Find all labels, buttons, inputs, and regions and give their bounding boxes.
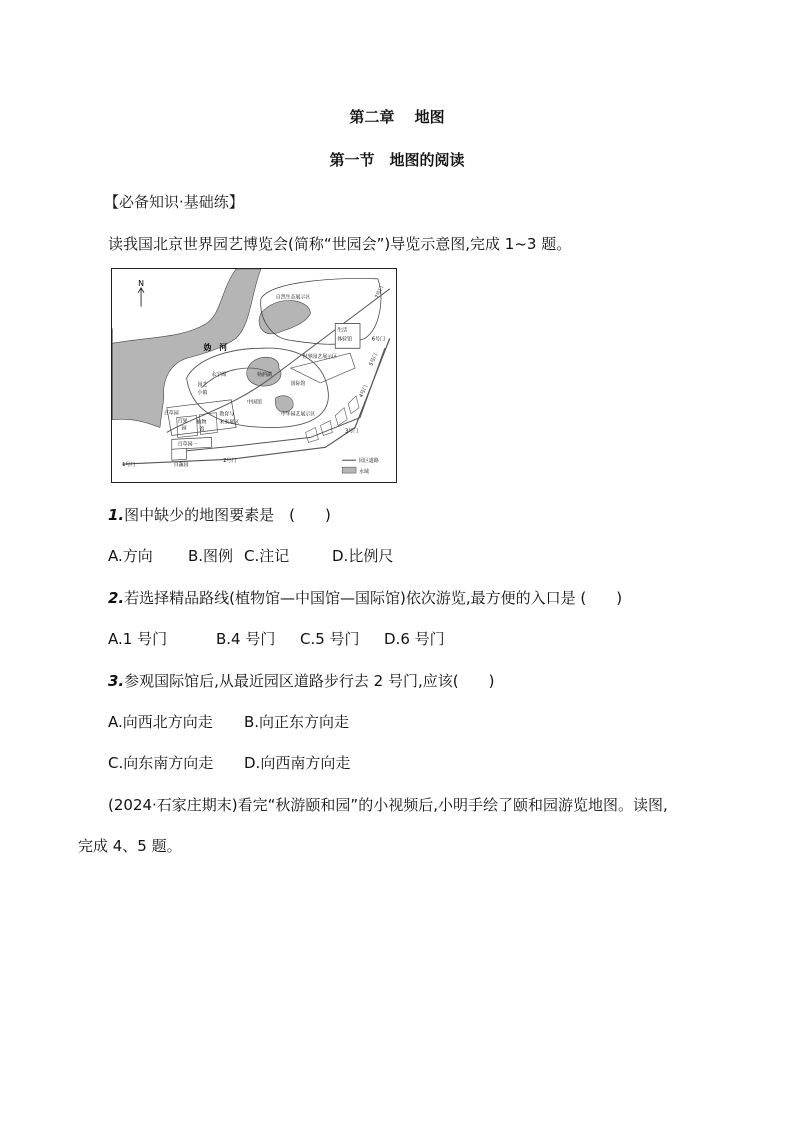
river-label: 妫 河: [203, 343, 228, 353]
label-intl: 国际馆: [290, 380, 306, 387]
question-1: [108, 504, 331, 525]
expo-map: [111, 268, 397, 483]
option-a: A.向西北方向走: [108, 713, 213, 731]
label-ecology: 自然生态展示区: [275, 294, 311, 301]
question-3: [108, 670, 494, 691]
intro2-line1: (2024·石家庄期末)看完“秋游颐和园”的小视频后,小明手绘了颐和园游览地图。读图,: [108, 796, 668, 814]
label-gate2: 2号门: [223, 458, 237, 465]
label-chinese-area: 中华园艺展示区: [280, 411, 316, 418]
option-c: C.5 号门: [300, 630, 360, 648]
intro-text: 读我国北京世界园艺博览会(简称“世园会”)导览示意图,完成 1~3 题。: [108, 235, 572, 253]
label-town: 小镇: [197, 389, 208, 396]
label-life: 生活: [337, 327, 348, 334]
lake-small: [275, 396, 293, 412]
chapter-title: 第二章 地图: [349, 108, 445, 126]
question-1-number: 1.: [108, 506, 125, 524]
label-art: 园艺: [197, 381, 208, 388]
section-title: 第一节 地图的阅读: [329, 151, 465, 169]
question-2: [108, 587, 622, 608]
label-garden1: 百草园: [163, 410, 179, 417]
label-china: 中国馆: [247, 399, 262, 406]
label-edu2: 未来展区: [219, 419, 240, 426]
label-gate4: 4号门: [358, 384, 370, 399]
lake-north: [259, 301, 310, 334]
question-2-text: 若选择精品路线(植物馆—中国馆—国际馆)依次游览,最方便的入口是 ( ): [124, 589, 623, 607]
label-edu: 教育与: [219, 411, 235, 418]
option-b: B.向正东方向走: [244, 713, 350, 731]
label-lake1: 永宁阁: [211, 371, 227, 378]
river-water: [112, 269, 261, 428]
question-2-options: [108, 628, 445, 649]
option-b: B.图例: [188, 547, 234, 565]
question-1-options: [108, 545, 393, 566]
label-gate7: 7号门: [374, 285, 386, 300]
label-plant2: 馆: [199, 426, 205, 433]
label-baigarden: 百蔬园: [173, 462, 189, 469]
option-c: C.注记: [244, 547, 290, 565]
label-lake2: 妫汭湖: [256, 371, 272, 378]
label-gate3: 3号门: [345, 428, 359, 435]
question-3-options-row1: [108, 711, 349, 732]
north-arrow-icon: [138, 288, 144, 307]
option-a: A.1 号门: [108, 630, 168, 648]
label-gate5: 5号门: [368, 352, 380, 367]
question-3-number: 3.: [108, 672, 125, 690]
legend-road: 园区道路: [359, 458, 379, 465]
legend-water-icon: [342, 467, 356, 473]
option-a: A.方向: [108, 547, 153, 565]
label-park1: 百草园一: [177, 441, 198, 448]
legend-water: 水域: [359, 469, 369, 476]
label-gate1: 1号门: [122, 462, 136, 469]
practice-label: 【必备知识·基础练】: [104, 193, 244, 211]
label-garden3: 园: [181, 425, 187, 432]
label-world: 世界园艺展示区: [302, 354, 338, 361]
option-c: C.向东南方向走: [108, 754, 214, 772]
option-d: D.比例尺: [332, 547, 394, 565]
option-b: B.4 号门: [216, 630, 276, 648]
north-label: N: [138, 278, 145, 288]
intro2-line2: 完成 4、5 题。: [78, 837, 182, 855]
question-2-number: 2.: [108, 589, 125, 607]
option-d: D.向西南方向走: [244, 754, 351, 772]
option-d: D.6 号门: [384, 630, 445, 648]
question-3-options-row2: [108, 752, 350, 773]
label-garden2: 百果: [177, 418, 188, 425]
label-gate6: 6号门: [371, 336, 385, 343]
label-experience: 体验馆: [337, 336, 353, 343]
question-1-text: 图中缺少的地图要素是 ( ): [124, 506, 331, 524]
label-plant: 植物: [196, 419, 207, 426]
question-3-text: 参观国际馆后,从最近园区道路步行去 2 号门,应该( ): [124, 672, 495, 690]
